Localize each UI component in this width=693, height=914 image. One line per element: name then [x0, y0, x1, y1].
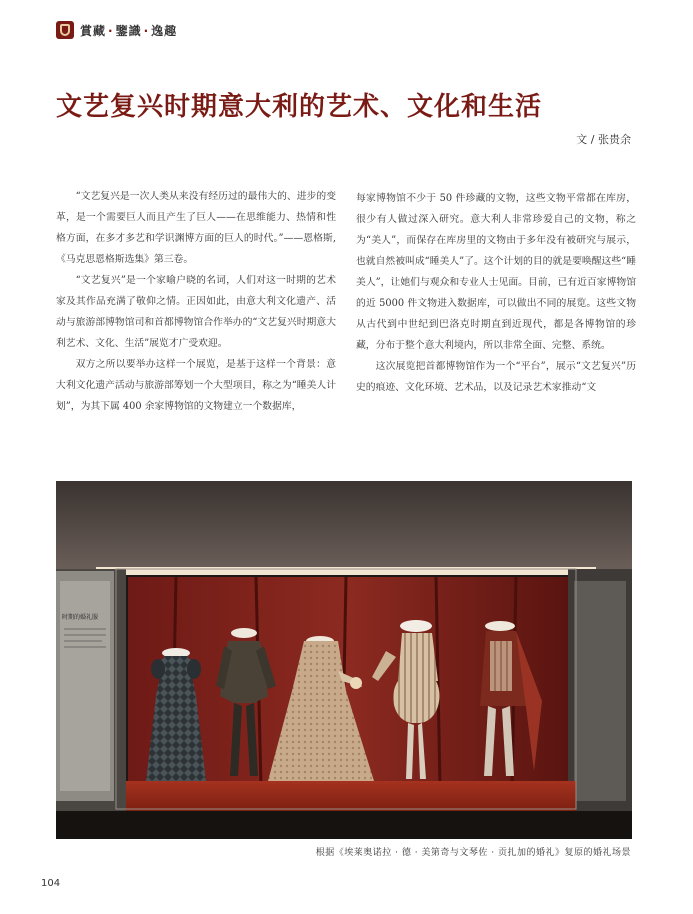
- exhibition-photo: [56, 481, 632, 839]
- body-column-left: [56, 186, 336, 417]
- paragraph: 这次展览把首都博物馆作为一个“平台”，展示“文艺复兴”历史的痕迹、文化环境、艺术品，以及记录艺术家推动“文: [356, 361, 636, 393]
- paragraph: “文艺复兴是一次人类从来没有经历过的最伟大的、进步的变革，是一个需要巨人而且产生了巨人——在思维能力、热情和性格方面，在多才多艺和学识渊博方面的巨人的时代。”——恩格斯,《马克思恩格斯选集》第三卷。: [56, 191, 336, 265]
- magazine-logo-icon: [56, 21, 74, 39]
- article-author: 文 / 张贵余: [576, 133, 631, 146]
- column-label-part2: 鑒識: [115, 23, 142, 38]
- photo-caption: 根据《埃莱奥诺拉 · 德 · 美第奇与文琴佐 · 贡扎加的婚礼》复原的婚礼场景: [315, 848, 631, 858]
- mannequin-dark-gown: [146, 648, 206, 781]
- column-label-part3: 逸趣: [151, 23, 178, 38]
- exhibition-panel-text: 时期的婚礼服: [62, 614, 99, 621]
- column-label-part1: 賞藏: [80, 23, 107, 38]
- column-label: [80, 22, 177, 39]
- column-header: [56, 19, 177, 41]
- exhibition-photo-illustration: [56, 481, 632, 839]
- paragraph: 双方之所以要举办这样一个展览，是基于这样一个背景：意大利文化遗产活动与旅游部筹划一个大型项目，称之为“睡美人计划”，为其下属 400 余家博物馆的文物建立一个数据库，: [56, 359, 336, 412]
- body-column-right: [356, 188, 636, 398]
- paragraph: “文艺复兴”是一个家喻户晓的名词，人们对这一时期的艺术家及其作品充满了敬仰之情。正因如此，由意大利文化遗产、活动与旅游部博物馆司和首都博物馆合作举办的“文艺复兴时期意大利艺术、文化、生活”展览才广受欢迎。: [56, 275, 336, 349]
- column-separator-2: ·: [143, 23, 150, 38]
- page-number: 104: [41, 878, 61, 889]
- paragraph: 每家博物馆不少于 50 件珍藏的文物，这些文物平常都在库房，很少有人做过深入研究。意大利人非常珍爱自己的文物，称之为“美人”，而保存在库房里的文物由于多年没有被研究与展示，也就自然被叫成“睡美人”了。这个计划的目的就是要唤醒这些“睡美人”，让她们与观众和专业人士见面。目前，已有近百家博物馆的近 5000 件文物进入数据库，可以做出不同的展览。这些文物从古代到中世纪到巴洛克时期直到近现代，都是各博物馆的珍藏，分布于整个意大利境内，所以非常全面、完整、系统。: [356, 193, 636, 351]
- article-title: 文艺复兴时期意大利的艺术、文化和生活: [56, 92, 543, 122]
- column-separator: ·: [108, 23, 114, 38]
